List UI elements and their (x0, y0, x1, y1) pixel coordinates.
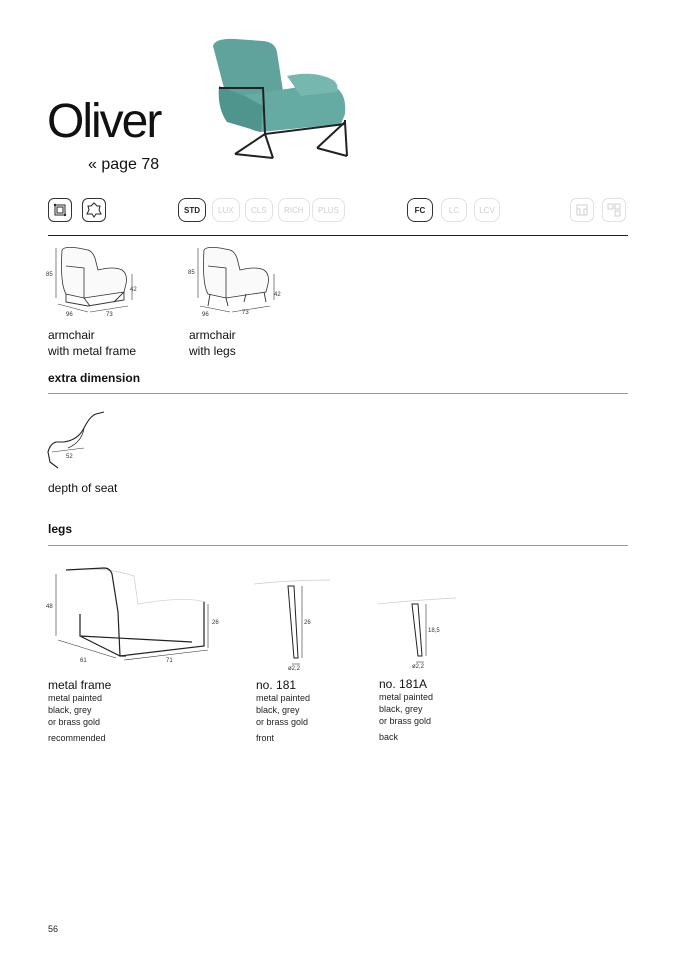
leg-height-label: 26 (304, 620, 311, 626)
metal-frame-leg-drawing (44, 562, 224, 670)
leg-height-label: 18,5 (428, 628, 440, 634)
cover-fc-badge: FC (407, 198, 433, 222)
seat-depth-drawing (44, 408, 114, 472)
depth-label: 73 (242, 310, 249, 316)
frame-width-label: 61 (80, 658, 87, 664)
frame-seat-height-label: 26 (212, 620, 219, 626)
product-title: Oliver (47, 95, 161, 148)
variant-metal-frame-drawing (44, 244, 144, 320)
leg-item: no. 181A metal painted black, grey or brass gold back (379, 677, 434, 742)
leg-181-drawing (252, 576, 332, 672)
leg-diameter-label: ø2,2 (412, 664, 425, 670)
seat-height-label: 42 (274, 292, 281, 298)
page-reference-link[interactable]: « page 78 (88, 156, 160, 173)
cover-outline-icon (570, 198, 594, 222)
width-label: 96 (66, 312, 73, 318)
leg-note: back (379, 732, 399, 742)
variant-caption: armchair with legs (189, 328, 236, 358)
leg-181a-drawing (376, 594, 460, 672)
header-divider (48, 235, 628, 236)
cover-lc-badge: LC (441, 198, 467, 222)
grade-plus-badge: PLUS (312, 198, 345, 222)
seat-depth-caption: depth of seat (48, 481, 118, 495)
modular-outline-icon (602, 198, 626, 222)
width-label: 96 (202, 312, 209, 318)
grade-lux-badge: LUX (212, 198, 240, 222)
variant-caption: armchair with metal frame (48, 328, 137, 358)
section-divider (48, 393, 628, 394)
depth-label: 73 (106, 312, 113, 318)
variant-legs-drawing (186, 244, 286, 320)
leg-name: no. 181A (379, 677, 428, 691)
leg-note: front (256, 733, 275, 743)
frame-depth-label: 71 (166, 658, 173, 664)
leg-note: recommended (48, 733, 106, 743)
leg-name: metal frame (48, 678, 112, 692)
seat-height-label: 42 (130, 287, 137, 293)
seat-depth-value: 52 (66, 454, 73, 460)
leg-name: no. 181 (256, 678, 297, 692)
armchair-hero-image (205, 36, 355, 166)
leg-diameter-label: ø2,2 (288, 666, 301, 672)
frame-height-label: 48 (46, 604, 53, 610)
fabric-pattern-icon (48, 198, 72, 222)
leg-item: metal frame metal painted black, grey or brass gold recommended (48, 678, 112, 743)
height-label: 85 (188, 270, 195, 276)
grade-std-badge: STD (178, 198, 206, 222)
cover-lcv-badge: LCV (474, 198, 500, 222)
extra-dimension-heading: extra dimension (48, 371, 141, 385)
legs-heading: legs (48, 522, 73, 536)
grade-rich-badge: RICH (278, 198, 310, 222)
grade-cls-badge: CLS (245, 198, 273, 222)
section-divider (48, 545, 628, 546)
page-number: 56 (48, 924, 59, 934)
height-label: 85 (46, 272, 53, 278)
leather-hide-icon (82, 198, 106, 222)
leg-item: no. 181 metal painted black, grey or brass gold front (256, 678, 311, 743)
